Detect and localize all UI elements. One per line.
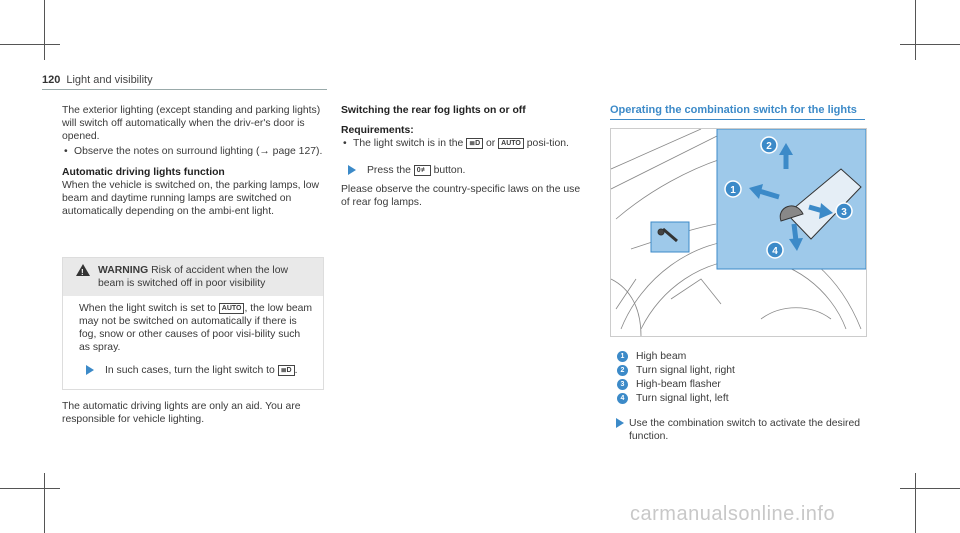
callout-4-label: 4 xyxy=(772,246,778,257)
action-step xyxy=(609,417,862,443)
page-number: 120 xyxy=(42,74,61,86)
action-text: button. xyxy=(433,165,466,176)
switch-location-highlight xyxy=(651,222,689,252)
watermark: carmanualsonline.info xyxy=(630,503,836,525)
legend-text: High-beam flasher xyxy=(636,379,721,390)
warning-text: When the light switch is set to xyxy=(79,303,216,314)
figure-legend xyxy=(617,350,862,444)
action-text: In such cases, turn the light switch to xyxy=(105,365,275,376)
low-beam-symbol-icon: ≣D xyxy=(466,138,483,149)
warning-box xyxy=(62,257,324,390)
low-beam-symbol-icon: ≣D xyxy=(278,365,295,376)
bullet-item xyxy=(62,145,324,158)
legend-number: 2 xyxy=(617,365,628,376)
section-heading: Switching the rear fog lights on or off xyxy=(341,105,526,116)
section-title: Light and visibility xyxy=(66,74,153,86)
crop-mark xyxy=(44,0,45,60)
combination-switch-figure xyxy=(610,128,867,337)
rear-fog-symbol-icon: 0≢ xyxy=(414,165,431,176)
legend-text: Turn signal light, right xyxy=(636,365,735,376)
section-heading: Operating the combination switch for the lights xyxy=(610,104,857,116)
callout-3-label: 3 xyxy=(841,207,847,218)
legend-number: 3 xyxy=(617,379,628,390)
req-text: or xyxy=(486,138,496,149)
paragraph: The automatic driving lights are only an aid. You are responsible for vehicle lighting. xyxy=(62,401,301,425)
crop-mark xyxy=(900,44,960,45)
crop-mark xyxy=(915,473,916,533)
paragraph: Please observe the country-specific laws on the use of rear fog lamps. xyxy=(341,184,581,208)
column-1 xyxy=(62,104,324,218)
action-arrow-icon xyxy=(86,365,94,375)
warning-header: ! WARNING Risk of accident when the low beam is switched off in poor visibility xyxy=(63,258,323,296)
action-step: In such cases, turn the light switch to ≣D . xyxy=(79,364,314,377)
arrow-down xyxy=(794,224,796,241)
legend-text: High beam xyxy=(636,351,687,362)
dashboard-illustration xyxy=(611,129,866,336)
action-arrow-icon xyxy=(616,418,624,428)
column-1-footer xyxy=(62,400,324,426)
req-text: The light switch is in the xyxy=(353,138,464,149)
warning-title xyxy=(98,264,313,290)
bullet-text: Observe the notes on surround lighting (→ page 127). xyxy=(74,146,323,157)
warning-body xyxy=(79,302,314,377)
auto-symbol-icon: AUTO xyxy=(219,303,245,314)
section-heading: Automatic driving lights function xyxy=(62,167,225,178)
legend-item xyxy=(617,364,862,377)
legend-item xyxy=(617,378,862,391)
warning-title-text: Risk of accident when the low beam is switched off in poor visibility xyxy=(98,265,288,289)
paragraph: The exterior lighting (except standing and parking lights) will switch off automatically when the driv-er's door is opened. xyxy=(62,105,321,142)
crop-mark xyxy=(0,44,60,45)
page-header xyxy=(42,74,153,86)
crop-mark xyxy=(0,488,60,489)
column-2 xyxy=(341,104,591,209)
callout-2-label: 2 xyxy=(766,141,772,152)
auto-symbol-icon: AUTO xyxy=(498,138,524,149)
crop-mark xyxy=(915,0,916,60)
action-text: Use the combination switch to activate the desired function. xyxy=(629,418,861,442)
action-arrow-icon xyxy=(348,165,356,175)
legend-item xyxy=(617,350,862,363)
req-text: posi-tion. xyxy=(526,138,569,149)
action-step xyxy=(341,164,591,177)
warning-text-cont: , the low beam may not be switched on automatically if there is fog, snow or other causes of poor visi-bility such as spray. xyxy=(79,303,313,353)
legend-item xyxy=(617,392,862,405)
warning-label: WARNING xyxy=(98,265,149,276)
legend-text: Turn signal light, left xyxy=(636,393,729,404)
paragraph: When the vehicle is switched on, the parking lamps, low beam and daytime running lamps are switched on automatically depending on the ambi-ent light. xyxy=(62,180,320,217)
requirement-item xyxy=(341,137,591,150)
crop-mark xyxy=(900,488,960,489)
legend-number: 1 xyxy=(617,351,628,362)
requirements-heading: Requirements: xyxy=(341,125,414,136)
legend-number: 4 xyxy=(617,393,628,404)
header-rule xyxy=(42,89,327,90)
callout-1-label: 1 xyxy=(730,185,736,196)
action-text: Press the xyxy=(367,165,411,176)
crop-mark xyxy=(44,473,45,533)
heading-rule xyxy=(610,119,865,120)
